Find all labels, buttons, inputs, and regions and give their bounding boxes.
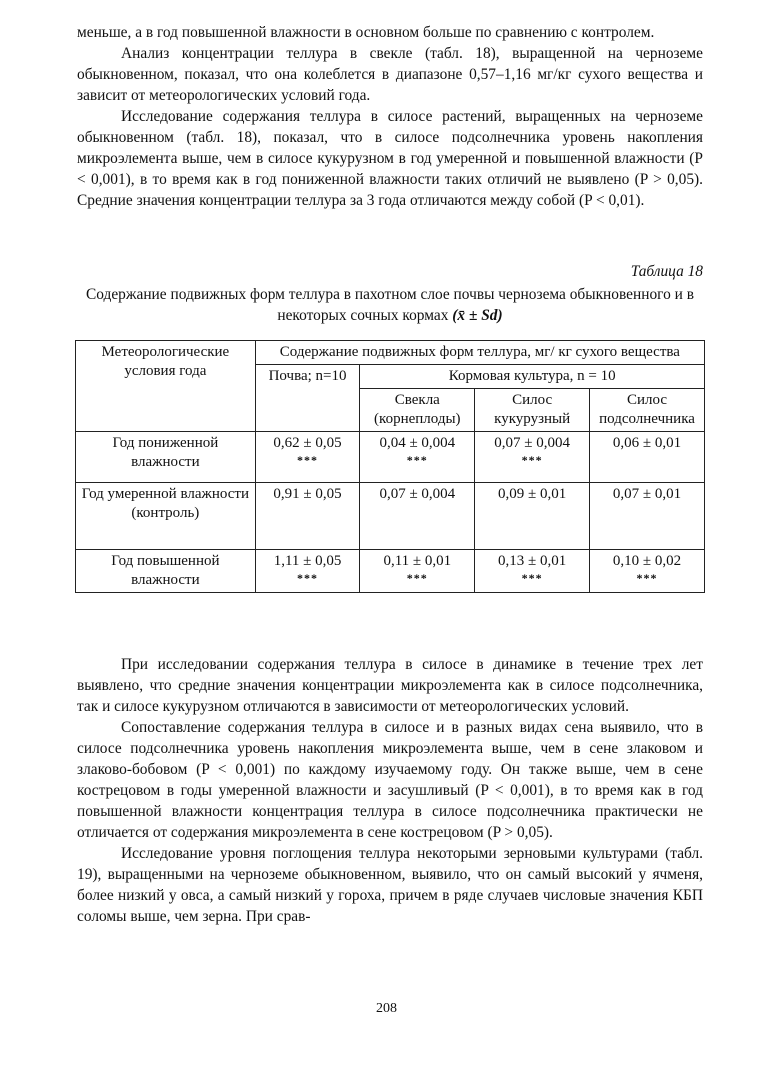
table-title-text: Содержание подвижных форм теллура в пахотном слое почвы чернозема обыкновенного и в некоторых сочных кормах (85, 286, 694, 324)
table-cell (255, 483, 360, 550)
row-label: Год повышенной влажности (76, 550, 256, 593)
table-title-formula: (x̄ ± Sd) (452, 307, 503, 324)
cell-value: 1,11 ± 0,05 (273, 553, 342, 569)
table-cell (360, 483, 475, 550)
header-sunflower-silage: Силос подсолнечника (590, 389, 705, 432)
cell-value: 0,07 ± 0,004 (494, 435, 570, 451)
significance-mark: *** (297, 453, 319, 467)
significance-mark: *** (297, 571, 319, 585)
cell-value: 0,04 ± 0,004 (379, 435, 456, 451)
header-crop-group: Кормовая культура, n = 10 (360, 365, 705, 389)
significance-mark: *** (521, 571, 543, 585)
paragraph: Исследование уровня поглощения теллура некоторыми зерновыми культурами (табл. 19), выращенными на черноземе обыкновенном, выявило, что он самый высокий у ячменя, более низкий у овса, а самый низкий у гороха, причем в ряде случаев числовые значения КБП соломы выше, чем зерна. При срав- (77, 845, 703, 925)
significance-mark: *** (636, 571, 658, 585)
cell-value: 0,07 ± 0,004 (379, 486, 456, 502)
table-cell (590, 550, 705, 593)
table-cell (590, 432, 705, 483)
paragraph: Анализ концентрации теллура в свекле (табл. 18), выращенной на черноземе обыкновенном, показал, что она колеблется в диапазоне 0,57–1,16 мг/кг сухого вещества и зависит от метеорологических условий года. (77, 45, 703, 104)
paragraph: При исследовании содержания теллура в силосе в динамике в течение трех лет выявлено, что средние значения концентрации микроэлемента как в силосе подсолнечника, так и силосе кукурузном отличаются в зависимости от метеорологических условий. (77, 656, 703, 715)
top-text-block (77, 22, 703, 211)
table-row (76, 483, 705, 550)
cell-value: 0,91 ± 0,05 (273, 486, 342, 502)
header-content: Содержание подвижных форм теллура, мг/ кг сухого вещества (255, 341, 704, 365)
bottom-text-block (77, 654, 703, 927)
cell-value: 0,11 ± 0,01 (383, 553, 452, 569)
page-number: 208 (376, 1001, 397, 1016)
cell-value: 0,09 ± 0,01 (498, 486, 567, 502)
table-cell (475, 483, 590, 550)
significance-mark: *** (406, 453, 428, 467)
table-label: Таблица 18 (630, 263, 703, 280)
paragraph: меньше, а в год повышенной влажности в основном больше по сравнению с контролем. (77, 24, 655, 41)
table-cell (255, 432, 360, 483)
table-cell (360, 432, 475, 483)
table-title (77, 284, 703, 326)
header-corn-silage: Силос кукурузный (475, 389, 590, 432)
significance-mark: *** (521, 453, 543, 467)
cell-value: 0,62 ± 0,05 (273, 435, 342, 451)
cell-value: 0,13 ± 0,01 (498, 553, 567, 569)
paragraph: Исследование содержания теллура в силосе растений, выращенных на черноземе обыкновенном (табл. 18), показал, что в силосе подсолнечника уровень накопления микроэлемента выше, чем в силосе кукурузном в год умеренной и повышенной влажности (P < 0,001), в то время как в год пониженной влажности таких отличий не выявлено (P > 0,05). Средние значения концентрации теллура за 3 года отличаются между собой (P < 0,01). (77, 108, 703, 209)
cell-value: 0,10 ± 0,02 (612, 553, 682, 569)
table-cell (255, 550, 360, 593)
row-label: Год умеренной влажности (контроль) (76, 483, 256, 550)
header-conditions: Метеорологические условия года (76, 341, 256, 432)
paragraph: Сопоставление содержания теллура в силосе и в разных видах сена выявило, что в силосе подсолнечника уровень накопления микроэлемента выше, чем в сене злаковом и злаково-бобовом (P < 0,001) по каждому изучаемому году. Он также выше, чем в сене кострецовом в годы умеренной влажности и засушливый (P < 0,001), в то время как в год повышенной влажности концентрация теллура в силосе подсолнечника практически не отличается от содержания микроэлемента в сене кострецовом (P > 0,05). (77, 719, 703, 841)
table-cell (360, 550, 475, 593)
table-cell (590, 483, 705, 550)
table-row (76, 432, 705, 483)
table-row (76, 550, 705, 593)
cell-value: 0,06 ± 0,01 (612, 435, 682, 451)
significance-mark: *** (406, 571, 428, 585)
table-cell (475, 550, 590, 593)
table-cell (475, 432, 590, 483)
header-soil: Почва; n=10 (255, 365, 360, 432)
row-label: Год пониженной влажности (76, 432, 256, 483)
data-table (75, 340, 705, 593)
cell-value: 0,07 ± 0,01 (612, 486, 682, 502)
header-beet: Свекла (корнеплоды) (360, 389, 475, 432)
